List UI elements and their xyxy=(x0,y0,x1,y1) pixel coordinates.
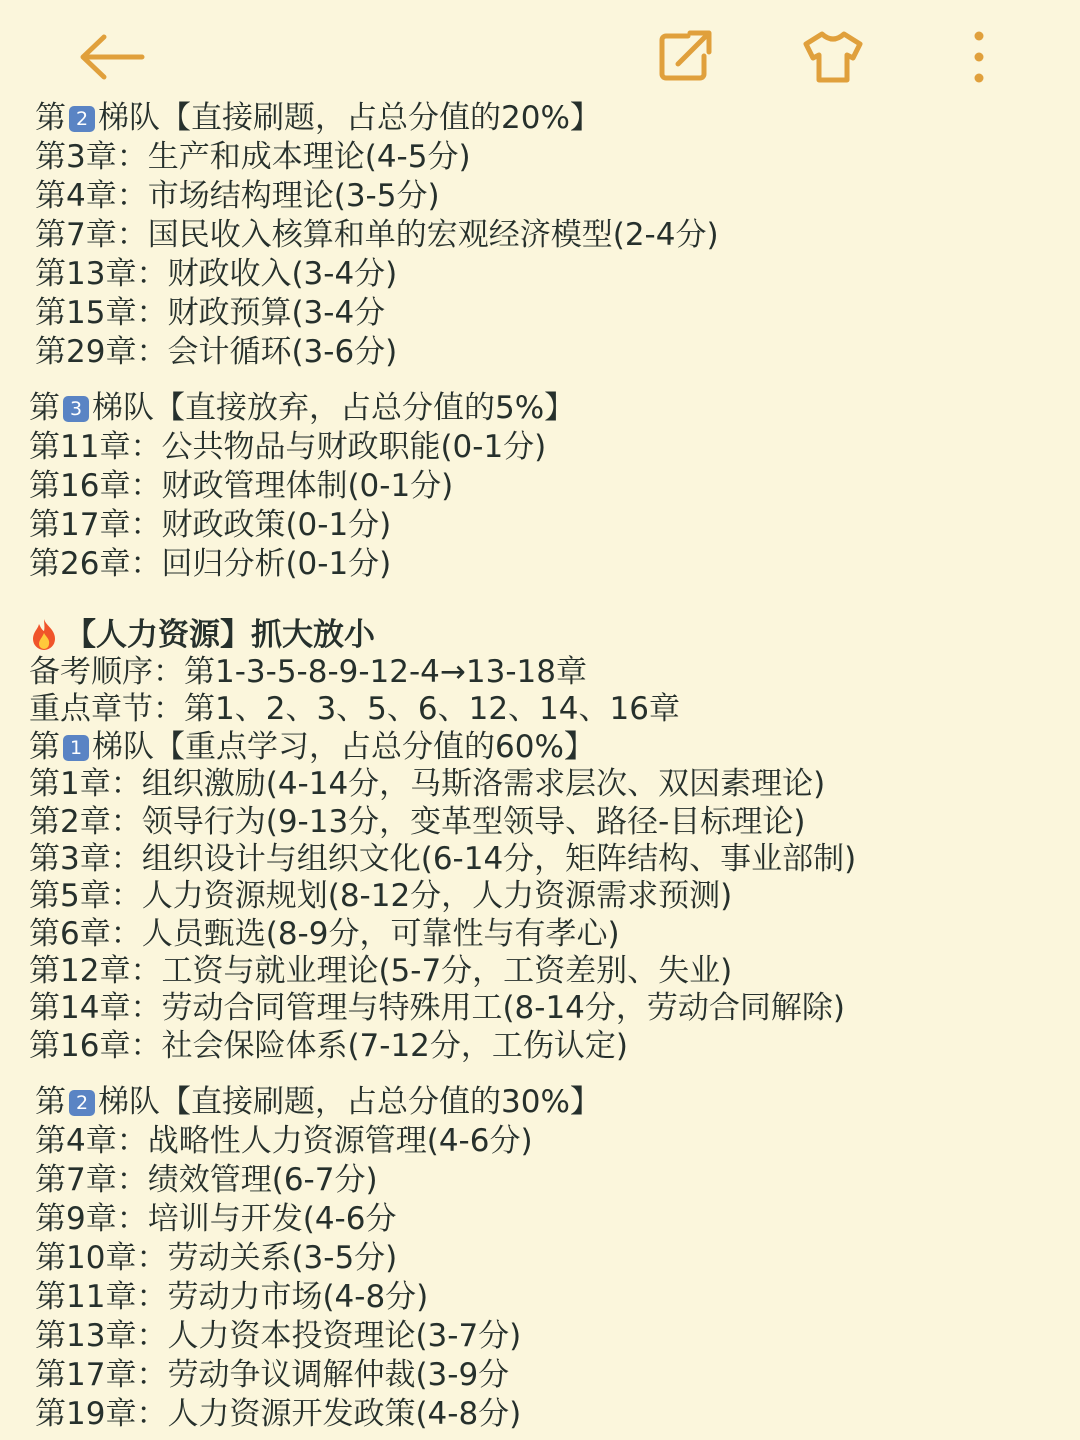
chapter-item: 第14章：劳动合同管理与特殊用工(8-14分，劳动合同解除) xyxy=(29,990,845,1026)
chapter-item: 第11章：公共物品与财政职能(0-1分) xyxy=(29,429,547,465)
chapter-item: 第4章：市场结构理论(3-5分) xyxy=(35,178,440,214)
chapter-item: 第17章：劳动争议调解仲裁(3-9分 xyxy=(35,1357,510,1393)
chapter-item: 第19章：人力资源开发政策(4-8分) xyxy=(35,1396,522,1432)
chapter-item: 第1章：组织激励(4-14分，马斯洛需求层次、双因素理论) xyxy=(29,766,826,802)
chapter-item: 第13章：人力资本投资理论(3-7分) xyxy=(35,1318,522,1354)
tier-heading-prefix: 第 xyxy=(35,1084,66,1120)
tier-heading xyxy=(29,728,595,766)
tier-heading xyxy=(35,1083,601,1121)
chapter-item: 第15章：财政预算(3-4分 xyxy=(35,295,386,331)
top-toolbar xyxy=(0,0,1080,100)
tier-heading-text: 梯队【直接刷题，占总分值的20%】 xyxy=(98,100,601,136)
tshirt-icon[interactable] xyxy=(802,30,864,84)
tier-heading-text: 梯队【直接放弃，占总分值的5%】 xyxy=(92,390,576,426)
tier-heading-prefix: 第 xyxy=(35,100,66,136)
chapter-item: 第2章：领导行为(9-13分，变革型领导、路径-目标理论) xyxy=(29,804,806,840)
chapter-item: 第7章：国民收入核算和单的宏观经济模型(2-4分) xyxy=(35,217,719,253)
chapter-item: 第4章：战略性人力资源管理(4-6分) xyxy=(35,1123,533,1159)
chapter-item: 第13章：财政收入(3-4分) xyxy=(35,256,398,292)
chapter-item: 第3章：组织设计与组织文化(6-14分，矩阵结构、事业部制) xyxy=(29,841,857,877)
chapter-item: 第26章：回归分析(0-1分) xyxy=(29,546,392,582)
chapter-item: 第17章：财政政策(0-1分) xyxy=(29,507,392,543)
chapter-item: 第9章：培训与开发(4-6分 xyxy=(35,1201,397,1237)
more-vertical-icon[interactable] xyxy=(970,30,988,84)
keycap-number-icon: 2 xyxy=(69,1090,95,1116)
keycap-number-icon: 3 xyxy=(63,396,89,422)
chapter-item: 第16章：社会保险体系(7-12分，工伤认定) xyxy=(29,1028,628,1064)
key-chapters: 重点章节：第1、2、3、5、6、12、14、16章 xyxy=(29,691,680,727)
tier-heading-prefix: 第 xyxy=(29,390,60,426)
hr-heading xyxy=(29,616,375,654)
chapter-item: 第11章：劳动力市场(4-8分) xyxy=(35,1279,429,1315)
tier-heading-prefix: 第 xyxy=(29,729,60,765)
share-external-icon[interactable] xyxy=(658,30,714,82)
chapter-item: 第10章：劳动关系(3-5分) xyxy=(35,1240,398,1276)
chapter-item: 第16章：财政管理体制(0-1分) xyxy=(29,468,454,504)
arrow-left-icon[interactable] xyxy=(78,34,146,80)
hr-heading-text: 【人力资源】抓大放小 xyxy=(65,617,375,653)
tier-heading-text: 梯队【重点学习，占总分值的60%】 xyxy=(92,729,595,765)
keycap-number-icon: 2 xyxy=(69,106,95,132)
tier-heading xyxy=(35,99,601,137)
chapter-item: 第12章：工资与就业理论(5-7分，工资差别、失业) xyxy=(29,953,733,989)
keycap-number-icon: 1 xyxy=(63,735,89,761)
study-order: 备考顺序：第1-3-5-8-9-12-4→13-18章 xyxy=(29,654,587,690)
tier-heading xyxy=(29,389,575,427)
chapter-item: 第29章：会计循环(3-6分) xyxy=(35,334,398,370)
tier-heading-text: 梯队【直接刷题，占总分值的30%】 xyxy=(98,1084,601,1120)
chapter-item: 第3章：生产和成本理论(4-5分) xyxy=(35,139,471,175)
fire-icon xyxy=(29,617,59,651)
chapter-item: 第5章：人力资源规划(8-12分，人力资源需求预测) xyxy=(29,878,733,914)
chapter-item: 第7章：绩效管理(6-7分) xyxy=(35,1162,378,1198)
chapter-item: 第6章：人员甄选(8-9分，可靠性与有孝心) xyxy=(29,916,620,952)
